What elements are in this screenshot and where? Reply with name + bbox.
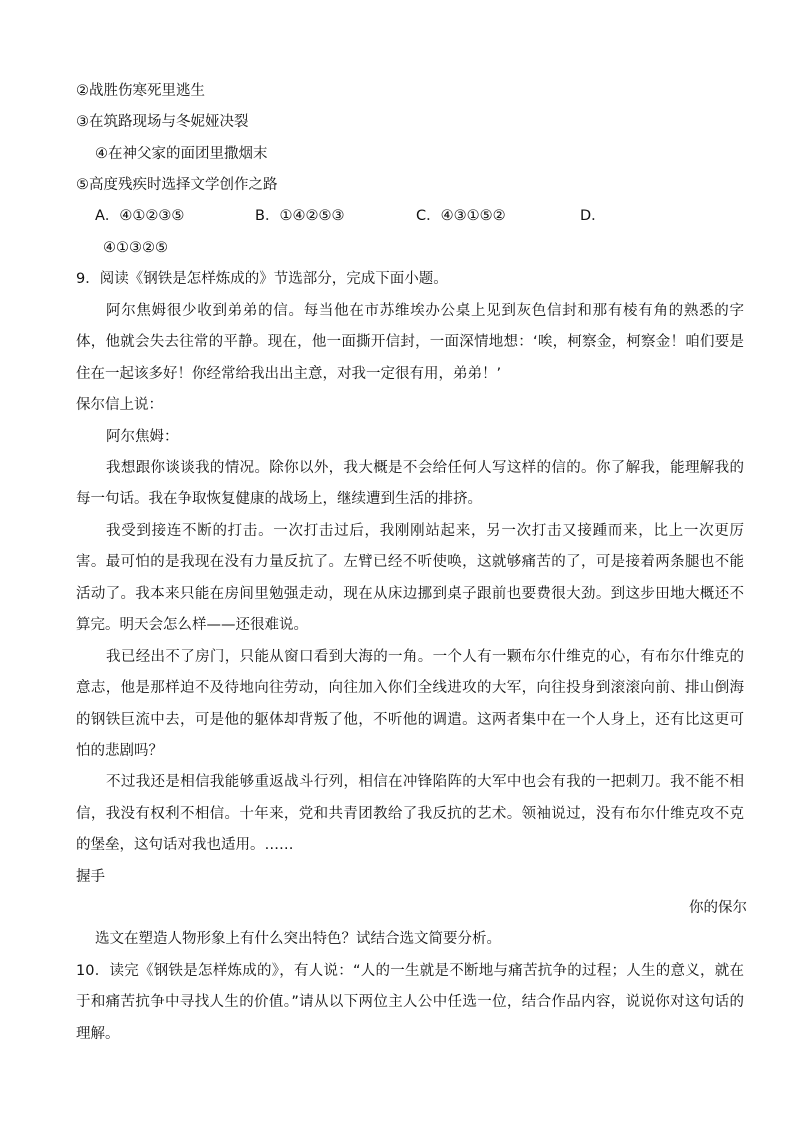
letter-intro: 保尔信上说： — [76, 397, 163, 413]
letter-paragraph-1-line: 我想跟你谈谈我的情况。除你以外，我大概是不会给任何人写这样的信的。你了解我，能理解我的 — [106, 460, 744, 476]
letter-paragraph-3-line: 意志，他是那样迫不及待地向往劳动，向往加入你们全线进攻的大军，向往投身到滚滚向前、排山倒海 — [76, 680, 744, 696]
letter-paragraph-4-line: 的堡垒，这句话对我也适用。…… — [76, 837, 294, 853]
option-c: C．④③①⑤② — [416, 208, 506, 224]
q10-line: 于和痛苦抗争中寻找人生的价值。”请从以下两位主人公中任选一位，结合作品内容，说说你对这句话的 — [76, 994, 744, 1010]
letter-paragraph-3-line: 的钢铁巨流中去，可是他的躯体却背叛了他，不听他的调遣。这两者集中在一个人身上，还有比这更可 — [76, 712, 744, 728]
letter-paragraph-1-line: 每一句话。我在争取恢复健康的战场上，继续遭到生活的排挤。 — [76, 491, 482, 507]
option-d-value: ④①③②⑤ — [103, 240, 168, 256]
step-3: ③在筑路现场与冬妮娅决裂 — [76, 114, 249, 130]
letter-paragraph-3-line: 我已经出不了房门，只能从窗口看到大海的一角。一个人有一颗布尔什维克的心，有布尔什维克的 — [106, 649, 744, 665]
letter-paragraph-2-line: 算完。明天会怎么样——还很难说。 — [76, 617, 308, 633]
letter-paragraph-4-line: 信，我没有权利不相信。十年来，党和共青团教给了我反抗的艺术。领袖说过，没有布尔什维克攻不克 — [76, 806, 744, 822]
letter-paragraph-3-line: 怕的悲剧吗？ — [76, 743, 163, 759]
letter-paragraph-4-line: 不过我还是相信我能够重返战斗行列，相信在冲锋陷阵的大军中也会有我的一把刺刀。我不能不相 — [106, 774, 744, 790]
step-5: ⑤高度残疾时选择文学创作之路 — [76, 177, 278, 193]
q9-prompt: 9．阅读《钢铁是怎样炼成的》节选部分，完成下面小题。 — [76, 271, 448, 287]
letter-paragraph-2-line: 害。最可怕的是我现在没有力量反抗了。左臂已经不听使唤，这就够痛苦的了，可是接着两条腿也不能 — [76, 554, 744, 570]
option-d-label: D． — [580, 208, 606, 224]
q10-line: 理解。 — [76, 1026, 120, 1042]
option-a: A．④①②③⑤ — [95, 208, 185, 224]
q9-intro-line: 体，他就会失去往常的平静。现在，他一面撕开信封，一面深情地想：‘唉，柯察金，柯察金！咱们要是 — [76, 334, 744, 350]
q9-question: 选文在塑造人物形象上有什么突出特色？试结合选文简要分析。 — [95, 931, 501, 947]
letter-paragraph-2-line: 活动了。我本来只能在房间里勉强走动，现在从床边挪到桌子跟前也要费很大劲。到这步田地大概还不 — [76, 586, 744, 602]
step-2: ②战胜伤寒死里逃生 — [76, 83, 205, 99]
option-b: B．①④②⑤③ — [255, 208, 345, 224]
letter-closing: 握手 — [76, 869, 105, 885]
q9-intro-line: 住在一起该多好！你经常给我出出主意，对我一定很有用，弟弟！’ — [76, 366, 502, 382]
q9-intro-line: 阿尔焦姆很少收到弟弟的信。每当他在市苏维埃办公桌上见到灰色信封和那有棱有角的熟悉的字 — [106, 303, 744, 319]
step-4: ④在神父家的面团里撒烟末 — [95, 146, 268, 162]
q10-line: 10．读完《钢铁是怎样炼成的》，有人说：“人的一生就是不断地与痛苦抗争的过程；人生的意义，就在 — [76, 963, 744, 979]
letter-signature: 你的保尔 — [689, 900, 747, 916]
letter-salutation: 阿尔焦姆： — [106, 429, 179, 445]
letter-paragraph-2-line: 我受到接连不断的打击。一次打击过后，我刚刚站起来，另一次打击又接踵而来，比上一次更厉 — [106, 523, 744, 539]
